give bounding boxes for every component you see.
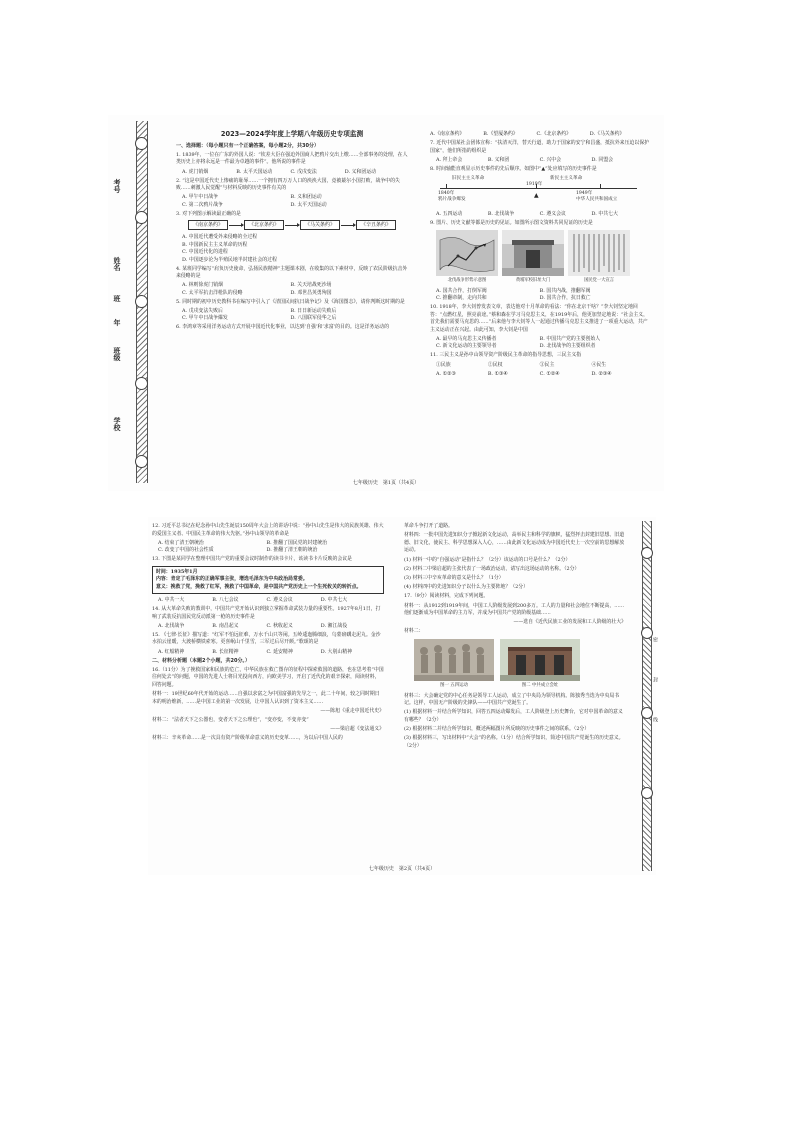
option: D. 推翻了清王朝的统治 (266, 547, 318, 554)
option: A. 中共一大 (158, 597, 185, 603)
whampoa-gate-photo (502, 230, 564, 276)
option: A. 国共合作，打倒军阀 (436, 287, 487, 294)
option: B. 中国共产党的主要创始人 (539, 335, 601, 342)
section-heading: 一、选择题：（每小题只有一个正确答案，每小题2分，共30分） (176, 142, 319, 149)
sub-question: (3) 材料三中辛亥革命的意义是什么？（1分） (404, 574, 504, 581)
binding-margin (640, 517, 656, 875)
option: C. 第二次鸦片战争 (182, 201, 223, 208)
section-heading: 二、材料分析题（本题2个小题，共20分。） (152, 657, 250, 664)
page2-right-column (404, 523, 626, 752)
option: B. 关天培战死沙场 (290, 282, 332, 289)
timeline-year: 1919年 (526, 182, 543, 188)
option: B. 南昌起义 (212, 622, 239, 629)
flow-arrow (229, 225, 243, 226)
may-fourth-relief-image (414, 639, 494, 681)
option: D. 大别山精神 (320, 648, 353, 655)
option: C. 遵义会议 (266, 597, 293, 603)
question-text: 16.（11分）为了挽救国家和民族的危亡，中华民族在救亡图存的征程中探索救国的道路，也在思考着“中国往何处去”的问题，中国的先进人士将目光投向西方，向欧美学习，开启了近代化的艰辛探索，阅读材料，回答问题。 (152, 666, 384, 688)
photo-row (436, 230, 652, 276)
option: A.《南京条约》 (430, 131, 465, 137)
option-list (436, 288, 652, 303)
option: C. 改变了中国的社会性质 (158, 547, 214, 554)
cpc-founding-site-photo (500, 639, 580, 681)
timeline-phase: 旧民主主义革命 (452, 176, 485, 182)
option-list (182, 282, 408, 297)
timeline-tick (600, 184, 601, 189)
option-list (436, 362, 652, 369)
option: B. ①③④ (487, 370, 508, 377)
photo-caption: 国民党一大宣言 (583, 277, 615, 283)
question-text: 1. 1839年，一位在广东的外国人说：“钦差大臣在强迫外国商人把鸦片交出上缴……全部事务的处理，在人类历史上亦将永远是一件最为卓越的事件”。他所说的事件是 (176, 151, 408, 166)
option: B. 八七会议 (212, 597, 239, 603)
option: C. 兴中会 (539, 156, 562, 163)
material-source: ——梁启超《变法通义》 (330, 726, 384, 733)
sub-question: (3) 根据材料三，写出材料中“大会”的名称。（1分）结合所学知识，简述中国共产党诞生的历史意义。（2分） (404, 735, 624, 749)
option: A. 结束了清王朝统治 (158, 539, 204, 546)
binding-hole (641, 787, 653, 799)
timeline-event (438, 191, 466, 203)
page2-left-column (152, 523, 384, 745)
option: B. 国共内战，推翻军阀 (539, 287, 591, 294)
history-timeline (438, 175, 643, 207)
option: A. 中国近代遭受外来侵略的全过程 (182, 234, 258, 241)
flow-arrow (285, 225, 299, 226)
material-label: 材料二： (404, 628, 424, 635)
option: A. 拜上帝会 (436, 156, 463, 163)
option: D. 国共合作，抗日救亡 (539, 294, 591, 301)
material-text: 材料四：一批中国先进知识分子掀起新文化运动，高举民主和科学的旗帜，猛烈抨击封建旧思想、旧道德、旧文化，使民主、科学思想深入人心，……由此新文化运动成为中国近代史上一次空前的思想解放运动。 (404, 532, 625, 554)
sub-question: (1) 材料一中的“自强运动”是指什么？（2分）该运动的口号是什么？（2分） (404, 556, 571, 563)
option: B. 中国新民主主义革命的历程 (182, 241, 248, 248)
binding-hole (641, 547, 653, 559)
photo-captions (414, 682, 626, 690)
material-source: ——选自《近代民族工业的发展和工人阶级的壮大》 (513, 619, 626, 626)
option-list (182, 308, 408, 323)
timeline-year: 1840年 (438, 191, 455, 197)
option: A. 红船精神 (158, 648, 185, 655)
binding-hatch (642, 521, 652, 871)
northern-expedition-map-image (436, 230, 498, 276)
photo-captions (436, 277, 652, 285)
question-text: 9. 图片、历史文献等都是历史的见证。如图所示图文资料共同见证的历史是 (430, 220, 593, 227)
option-list (436, 371, 652, 378)
option: ①民族 (436, 361, 451, 368)
option-list (158, 649, 384, 656)
question-text: 2. “这是中国近代史上惨痛的耻辱……一个拥有四万万人口的泱泱大国，竟被蕞尔小国打败，战争中的失败……刺激人民觉醒”与材料反映的历史事件有关的 (176, 177, 400, 192)
option: ③民主 (539, 361, 555, 368)
option: D. ②③④ (591, 370, 612, 377)
question-text: 14. 从大革命失败的教训中，中国共产党开始认识到独立掌握革命武装力量的重要性。1927年8月1日，打响了武装反抗国民党反动派第一枪的历史事件是 (152, 606, 381, 620)
binding-label: 班级 (113, 347, 121, 361)
material-text: 材料三：辛亥革命……是一次具有资产阶级革命意义的历史变革……，为以后中国人民的 (152, 735, 343, 742)
option: A. 五四运动 (436, 211, 463, 218)
sub-question: (2) 材料二中梁启超的主张代表了一场政治运动，请写出这场运动的名称。（2分） (404, 565, 580, 572)
option: B. 北伐战争 (487, 211, 515, 218)
binding-label: 班 (113, 295, 121, 302)
timeline-tick (446, 184, 447, 189)
page1-left-column (176, 131, 408, 334)
reading-card (152, 566, 384, 594)
option: B. 长征精神 (212, 648, 239, 655)
question-text: 8. 时间轴能直观显示历史事件的先后顺序。如图中“▲”处应填写的历史事件是 (430, 165, 597, 172)
treaty-flow-diagram (188, 220, 408, 230)
option: D. 中共七大 (591, 211, 618, 218)
page1-right-column (430, 131, 652, 380)
question-text: 13. 下图是某同学在整理中国共产党的重要会议时制作的读书卡片，该读书卡片反映的会议是 (152, 556, 353, 563)
binding-label: 密 (652, 637, 658, 642)
option-list (182, 234, 408, 264)
option: C. 中国近代化的进程 (182, 249, 228, 256)
option: B. 义和团 (487, 156, 510, 163)
option: C. 甲午中日战争爆发 (182, 315, 228, 322)
option: D. 湘江战役 (320, 622, 348, 629)
material-text: 材料二：“法者天下之公器也，变者天下之公理也”，“变亦变，不变亦变” (152, 717, 309, 724)
material-text: 材料三：大会确定党的中心任务是领导工人运动，成立了中央局为领导机构。陈独秀当选为中央局书记。这样，中国无产阶级的先锋队——中国共产党诞生了。 (404, 692, 620, 707)
option: D. 北伐战争的主要组织者 (539, 343, 596, 350)
option: C. 延安精神 (266, 648, 293, 655)
exam-sheet-page1 (108, 115, 664, 491)
binding-margin (108, 115, 150, 491)
binding-label: 年 (113, 319, 121, 326)
flow-box: 《南京条约》 (188, 220, 228, 230)
option: B.《望厦条约》 (483, 131, 518, 137)
option-list (182, 169, 408, 176)
timeline-event-label: 鸦片战争爆发 (438, 197, 466, 203)
sub-question: (2) 根据材料二并结合所学知识，概述两幅图片所反映的历史事件之间的联系。（2分） (404, 726, 590, 733)
option: D. 义和团运动 (344, 168, 377, 175)
question-text: 15. 《七律·长征》描写道：“红军不怕远征难，万水千山只等闲。五岭逶迤腾细浪，乌蒙磅礴走泥丸。金沙水拍云崖暖，大渡桥横铁索寒。更喜岷山千里雪，三军过后尽开颜。”歌颂的是 (152, 631, 381, 646)
question-text: 6. 李鸿章等采用洋务运动方式开展中国近代化事业，以达到‘自强’和‘求富’的目的。这是洋务运动的 (176, 324, 389, 331)
photo-caption: 黄埔军校旧址大门 (515, 277, 551, 283)
option: C. 太平军抗击洋枪队的侵略 (182, 289, 243, 296)
binding-label: 封 (652, 677, 658, 682)
photo-caption: 北伐战争形势示意图 (447, 277, 487, 283)
option: C. 秋收起义 (266, 622, 293, 629)
binding-label: 姓名 (113, 257, 121, 271)
option: A. ①②③ (436, 370, 456, 377)
binding-hole (135, 211, 148, 224)
material-text: 材料一：19世纪60年代开始的运动……自强以求富之为中国富强的先导之一，此二十年间，较之同时期日本的明治维新，……是中国工业的第一次发展，让中国人认识到了资本主义…… (152, 691, 380, 705)
photo-row (414, 639, 626, 681)
option: C. 遵义会议 (539, 211, 566, 218)
page-footer: 七年级历史 第1页（共4页） (352, 480, 420, 486)
option-list (158, 597, 384, 604)
sub-question: (1) 根据材料一并结合所学知识，回答五四运动爆发后，工人阶级登上历史舞台，它对中国革命的意义有哪些？（2分） (404, 709, 623, 724)
question-text: 3. 对下列图示解读最正确的是 (176, 210, 241, 217)
flow-arrow (341, 225, 355, 226)
option: A. 最早的马克思主义传播者 (436, 335, 497, 342)
manifesto-document-image (568, 230, 630, 276)
question-text: 10. 1918年，李大钊曾发表文章，表达他对十月革命的看法：“你在北京干啥？”李大钊坚定地回答：“点燃红星，照亮前途。”蔡和森在学习马克思主义，在1919年后，他更加坚定地说：“社会主义，首先我们需要马克思的……”后来他与李大钊等人一起通过传播马克思主义推进了一项重大运动，共产主义运动正在兴起。由此可知，李大钊是中国 (430, 303, 649, 333)
binding-label: 考号 (113, 179, 121, 193)
question-text: 12. 习近平总书记在纪念孙中山先生诞辰150周年大会上的讲话中说：“孙中山先生是伟大的民族英雄、伟大的爱国主义者、中国民主革命的伟大先驱。”孙中山领导的革命是 (152, 523, 384, 537)
question-text: 4. 某班同学编写“肩负历史使命，弘扬民族精神”主题课本剧，在收集的以下素材中，反映了农民阶级抗击外来侵略的是 (176, 265, 408, 280)
question-text: 11. 三民主义是孙中山领导资产阶级民主革命的指导思想，三民主义指 (430, 352, 582, 359)
option: ②民权 (487, 361, 503, 368)
option-list (436, 211, 652, 218)
option: D. 太平天国运动 (290, 201, 327, 208)
binding-hole (135, 295, 148, 308)
option: A. 林则徐虎门销烟 (182, 282, 223, 289)
option: D. 中共七大 (320, 597, 348, 603)
option: D. 八国联军侵华之后 (290, 315, 337, 322)
binding-hole (135, 377, 148, 390)
option: D. 邓世昌英勇殉国 (290, 289, 332, 296)
flow-box: 《马关条约》 (300, 220, 340, 230)
question-text: 7. 近代中国某社会团体宣称：“扶清灭洋，替天行道，助力于国家的安宁和昌盛，抵抗外来压迫以保护国家”，他们所指的组织是 (430, 140, 650, 154)
binding-hole (135, 137, 148, 150)
option: B. 义和团运动 (290, 194, 322, 201)
timeline-event-label: 中华人民共和国成立 (576, 197, 618, 203)
option: A. 戊戌变法失败后 (182, 307, 223, 314)
option: C. 推翻帝制，走向共和 (436, 294, 487, 301)
material-text: 革命斗争打开了道路。 (404, 523, 453, 529)
option-list (182, 194, 408, 209)
triangle-marker-icon: ▲ (534, 192, 539, 200)
page-footer: 七年级历史 第2页（共4页） (368, 866, 436, 872)
photo-caption: 图二 中共成立会址 (521, 683, 559, 689)
option-list (158, 623, 384, 630)
option: C.《北京条约》 (536, 131, 571, 137)
sub-question: (4) 材料四中的先进知识分子以什么为主要阵地？（2分） (404, 584, 529, 591)
option: D. 同盟会 (591, 156, 614, 163)
timeline-axis (440, 188, 637, 189)
binding-label: 线 (652, 717, 658, 722)
option: B. 推翻了国民党的封建统治 (266, 539, 327, 546)
card-line: 内容：肯定了毛泽东的正确军事主张，增选毛泽东为中央政治局常委。 (156, 576, 308, 583)
option: B. 日日新运动失败后 (290, 307, 337, 314)
material-text: 材料一：从1912到1919年间，中国工人阶级发展到200多万。工人的力量和社会地位不断提高，……他们逐渐成为中国革命的主力军，并成为中国共产党的阶级基础…… (404, 602, 625, 617)
option-list (158, 540, 384, 555)
question-text: 17.（9分）阅读材料，完成下列问题。 (404, 593, 489, 600)
option-list (436, 157, 652, 164)
option: A. 虎门销烟 (182, 168, 209, 175)
option: D. 中国逐步沦为半殖民地半封建社会的过程 (182, 256, 277, 263)
option: A. 北伐战争 (158, 622, 185, 629)
option: C. 戊戌变法 (290, 168, 317, 175)
timeline-phase: 新民主主义革命 (550, 176, 583, 182)
timeline-year: 1949年 (576, 191, 593, 197)
material-source: ——陈旭《重走中国近代史》 (320, 707, 384, 714)
option: ④民生 (591, 361, 607, 368)
card-line: 时间：1935年1月 (156, 568, 198, 575)
option-list (436, 336, 652, 351)
question-text: 5. 同时期的初中历史教科书在编写中引入了《清国民间抗日战争记》及《海国图志》，请你判断这时期的是 (176, 298, 405, 305)
option: A. 甲午中日战争 (182, 194, 218, 201)
option-list (430, 131, 652, 138)
timeline-event (576, 191, 617, 203)
photo-caption: 图一 五四运动 (440, 683, 468, 689)
option: B. 太平天国运动 (236, 168, 273, 175)
option: C. 新文化运动的主要领导者 (436, 343, 497, 350)
exam-sheet-page2 (148, 517, 656, 875)
option: D.《马关条约》 (589, 131, 625, 137)
flow-box: 《辛丑条约》 (356, 220, 396, 230)
card-line: 意义：挽救了党，挽救了红军，挽救了中国革命，是中国共产党历史上一个生死攸关的转折点。 (156, 583, 362, 590)
flow-box: 《北京条约》 (244, 220, 284, 230)
binding-label: 学校 (113, 417, 121, 431)
option: C. ①②④ (539, 370, 560, 377)
exam-title: 2023—2024学年度上学期八年级历史专项监测 (220, 130, 364, 138)
binding-hole (135, 455, 148, 468)
